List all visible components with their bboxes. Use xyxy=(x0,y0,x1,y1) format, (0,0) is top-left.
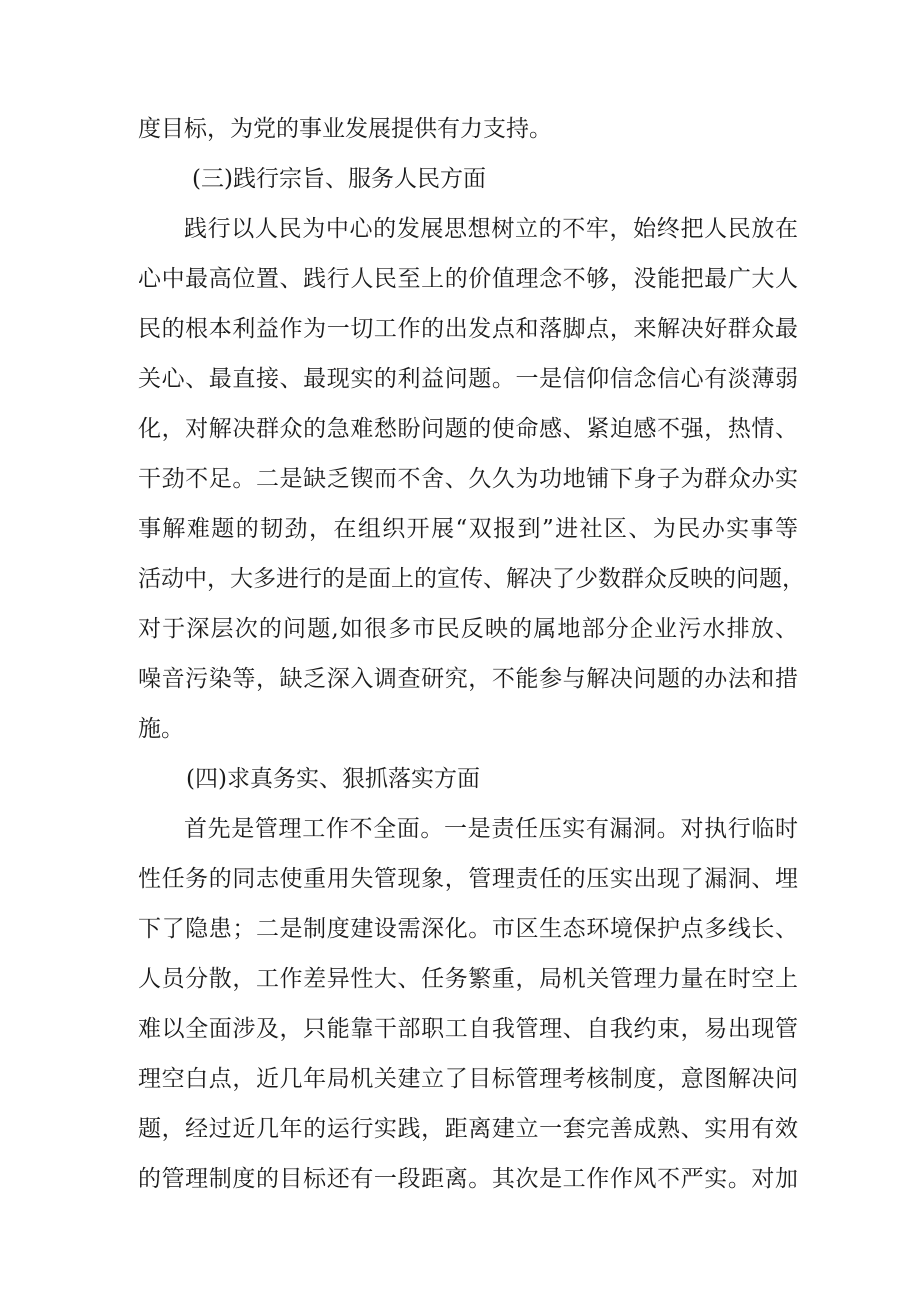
paragraph-line: 践行以人民为中心的发展思想树立的不牢，始终把人民放在 xyxy=(184,216,798,242)
paragraph-line: 噪音污染等，缺乏深入调查研究，不能参与解决问题的办法和措 xyxy=(138,666,798,692)
paragraph-line: 心中最高位置、践行人民至上的价值理念不够，没能把最广大人 xyxy=(138,266,798,292)
paragraph-line: 下了隐患；二是制度建设需深化。市区生态环境保护点多线长、 xyxy=(138,916,798,942)
paragraph-line: 关心、最直接、最现实的利益问题。一是信仰信念信心有淡薄弱 xyxy=(138,366,798,392)
paragraph-line: 对于深层次的问题,如很多市民反映的属地部分企业污水排放、 xyxy=(138,616,798,642)
paragraph-line: 难以全面涉及，只能靠干部职工自我管理、自我约束，易出现管 xyxy=(138,1016,798,1042)
paragraph-line: 事解难题的韧劲，在组织开展“双报到”进社区、为民办实事等 xyxy=(138,516,798,542)
paragraph-line: 人员分散，工作差异性大、任务繁重，局机关管理力量在时空上 xyxy=(138,966,798,992)
section-heading-3: (三)践行宗旨、服务人民方面 xyxy=(192,166,486,192)
paragraph-line: 施。 xyxy=(138,716,184,742)
paragraph-line: 民的根本利益作为一切工作的出发点和落脚点，来解决好群众最 xyxy=(138,316,798,342)
paragraph-line: 首先是管理工作不全面。一是责任压实有漏洞。对执行临时 xyxy=(184,816,798,842)
paragraph-line: 度目标，为党的事业发展提供有力支持。 xyxy=(138,116,552,142)
paragraph-line: 活动中，大多进行的是面上的宣传、解决了少数群众反映的问题， xyxy=(138,566,805,592)
paragraph-line: 干劲不足。二是缺乏锲而不舍、久久为功地铺下身子为群众办实 xyxy=(138,466,798,492)
paragraph-line: 性任务的同志使重用失管现象，管理责任的压实出现了漏洞、埋 xyxy=(138,866,798,892)
paragraph-line: 理空白点，近几年局机关建立了目标管理考核制度，意图解决问 xyxy=(138,1066,798,1092)
paragraph-line: 题，经过近几年的运行实践，距离建立一套完善成熟、实用有效 xyxy=(138,1116,798,1142)
section-heading-4: (四)求真务实、狠抓落实方面 xyxy=(186,766,480,792)
paragraph-line: 化，对解决群众的急难愁盼问题的使命感、紧迫感不强，热情、 xyxy=(138,416,798,442)
paragraph-line: 的管理制度的目标还有一段距离。其次是工作作风不严实。对加 xyxy=(138,1166,798,1192)
